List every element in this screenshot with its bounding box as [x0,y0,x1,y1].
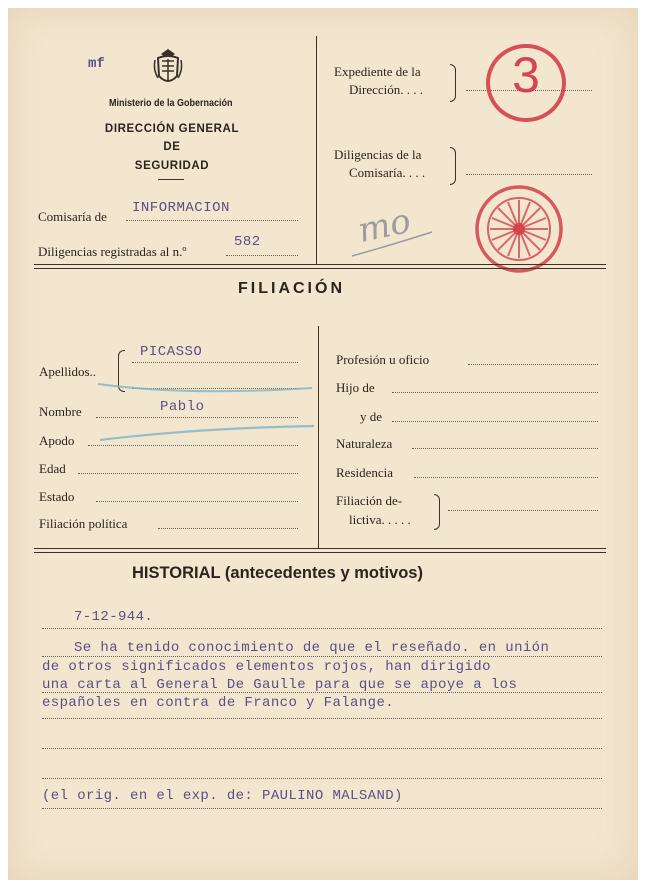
directorate-line3: SEGURIDAD [134,160,210,172]
header-divider [158,179,184,180]
directorate-line2: DE [163,141,181,153]
apodo-label: Apodo [39,433,75,448]
diligencias-label: Diligencias registradas al n.º [38,244,187,259]
header-vertical-divider [316,36,317,264]
hijo-de-label: Hijo de [336,380,375,395]
diligencias-value: 582 [234,234,261,250]
expediente-line1: Expediente de la [334,64,421,79]
estado-label: Estado [39,489,75,504]
historial-line-4: españoles en contra de Franco y Falange. [42,695,395,711]
red-seal-stamp-icon [474,184,564,274]
filiacion-title: FILIACIÓN [238,280,345,297]
filiacion-delictiva-line1: Filiación de- [336,493,403,508]
historial-footer: (el orig. en el exp. de: PAULINO MALSAND) [42,788,403,804]
edad-label: Edad [39,461,66,476]
nombre-value: Pablo [160,399,205,415]
ministry-label: Ministerio de la Gobernación [109,98,233,109]
comisaria-dil-line1: Diligencias de la [334,147,422,162]
filiacion-vertical-divider [318,326,319,548]
apellidos-value: PICASSO [140,344,203,360]
historial-line-3: una carta al General De Gaulle para que se apoye a los [42,677,518,693]
historial-title: HISTORIAL (antecedentes y motivos) [132,564,423,582]
residencia-label: Residencia [336,465,394,480]
naturaleza-label: Naturaleza [336,436,393,451]
comisaria-dil-line2: Comisaría. . . . [349,165,426,180]
historial-line-2: de otros significados elementos rojos, han dirigido [42,659,491,675]
header-rule [34,264,606,265]
stamp-number: 3 [512,47,540,103]
filiacion-delictiva-line2: lictiva. . . . . [349,512,411,527]
coat-of-arms-icon [152,48,184,92]
historial-date: 7-12-944. [74,609,154,625]
document-page [8,8,638,880]
directorate-line1: DIRECCIÓN GENERAL [104,123,240,135]
expediente-line2: Dirección. . . . [349,82,424,97]
y-de-label: y de [360,409,383,424]
filiacion-rule [34,548,606,549]
comisaria-value: INFORMACION [132,200,230,216]
nombre-label: Nombre [39,404,82,419]
apellidos-label: Apellidos.. [39,364,97,379]
comisaria-label: Comisaría de [38,209,107,224]
filiacion-politica-label: Filiación política [39,516,128,531]
initials-mark: mf [88,56,105,72]
historial-line-1: Se ha tenido conocimiento de que el reseñado. en unión [74,640,550,656]
profesion-label: Profesión u oficio [336,352,430,367]
handwritten-initials: mo [354,200,415,252]
